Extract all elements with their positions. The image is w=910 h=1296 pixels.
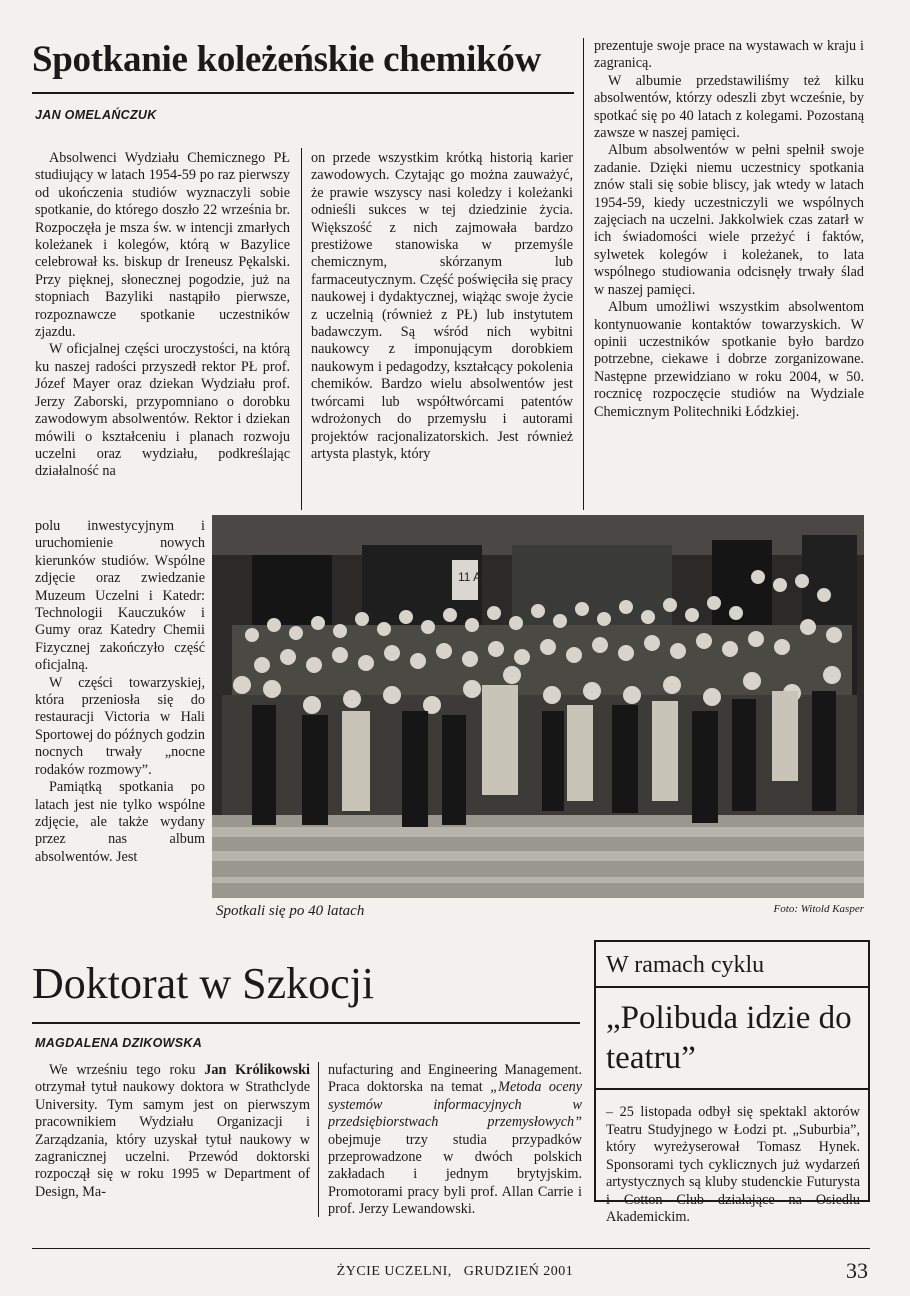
article3-bullet: – [606, 1105, 613, 1120]
article2-title-rule [32, 1022, 580, 1024]
article3-title: „Polibuda idzie do teatru” [606, 1000, 852, 1076]
article1-col1-paragraph: W części towarzyskiej, która przeniosła się do restauracji Victoria w Hali Sportowej do późnych godzin nocnych trwały „nocne rodaków rozmowy”. [35, 674, 205, 778]
page-number: 33 [846, 1258, 868, 1283]
article1-col1-paragraph: polu inwestycyjnym i uruchomienie nowych kierunków studiów. Wspólne zdjęcie oraz zwiedzanie Muzeum Uczelni i Katedr: Technologii Kauczuków i Gumy oraz Katedry Chemii Fizycznej zakończyło część oficjalną. [35, 518, 205, 674]
group-photo [212, 515, 864, 898]
article1-column-3 [594, 38, 864, 510]
article1-col3-paragraph: Album umożliwi wszystkim absolwentom kontynuowanie kontaktów towarzyskich. W opinii uczestników spotkanie było bardzo potrzebne, ciekawe i dobrze zorganizowane. Następne przewidziano w roku 2004, w 50. rocznicę rozpoczęcie studiów na Wydziale Chemicznym Politechniki Łódzkiej. [594, 299, 864, 420]
article2-column-1 [35, 1062, 310, 1222]
article2-author: MAGDALENA DZIKOWSKA [35, 1036, 203, 1050]
article1-author: JAN OMELAŃCZUK [35, 108, 157, 122]
article2-column-2 [328, 1062, 582, 1222]
door-number-label: 11 A [458, 570, 482, 584]
article1-col1-paragraph: Absolwenci Wydziału Chemicznego PŁ studiujący w latach 1954-59 po raz pierwszy od ukończenia studiów wyznaczyli sobie spotkanie, do którego doszło 22 września br. Rozpoczęła je msza św. w intencji zmarłych koleżanek i kolegów, którą w Bazylice celebrował ks. biskup dr Ireneusz Pękalski. Przy pięknej, słonecznej pogodzie, już na stopniach Bazyliki nastąpiło pierwsze, rozpoznawcze spotkanie uczestników zjazdu. [35, 150, 290, 341]
photo-credit: Foto: Witold Kasper [773, 903, 864, 915]
column-separator [301, 148, 302, 510]
column-separator [583, 38, 584, 510]
article1-title: Spotkanie koleżeńskie chemików [32, 39, 542, 80]
article1-column-1 [35, 150, 290, 518]
article1-column-2 [311, 150, 573, 510]
article1-col1-paragraph: W oficjalnej części uroczystości, na którą ku naszej radości przyszedł rektor PŁ prof. Józef Mayer oraz dziekan Wydziału prof. Jerzy Zaborski, przypomniano o dorobku zawodowym absolwentów. Rektor i dziekan mówili o kształceniu i planach rozwoju uczelni oraz wydziału, podkreślając działalność na [35, 341, 290, 480]
footer-rule [32, 1248, 870, 1249]
group-photo-graphic [212, 515, 864, 898]
article2-person-name: Jan Królikowski [204, 1062, 310, 1078]
article1-col3-paragraph: prezentuje swoje prace na wystawach w kraju i zagranicą. [594, 38, 864, 72]
article2-col2-text: nufacturing and Engineering Management. Praca doktorska na temat [328, 1062, 582, 1096]
article1-column-1-narrow [35, 518, 205, 918]
footer-publication: ŻYCIE UCZELNI, GRUDZIEŃ 2001 [336, 1264, 574, 1279]
article1-col3-paragraph: W albumie przedstawiliśmy też kilku absolwentów, którzy odeszli zbyt wcześnie, by spotkać się po 40 latach z kolegami. Pozostaną zawsze w naszej pamięci. [594, 72, 864, 142]
column-separator [318, 1062, 319, 1217]
article3-kicker: W ramach cyklu [606, 952, 765, 978]
article3-box [594, 940, 870, 1225]
article1-col1-paragraph: Pamiątką spotkania po latach jest nie tylko wspólne zdjęcie, ale także wydany przez nas album absolwentów. Jest [35, 779, 205, 865]
article3-text [596, 1090, 868, 1227]
article2-col1-text: otrzymał tytuł naukowy doktora w Strathclyde University. Tym samym jest on pierwszym pracownikiem Wydziału Organizacji i Zarządzania, który uzyskał tytuł naukowy w zagranicznej uczelni. Przewód doktorski rozpoczął się w roku 1995 w Department of Design, Ma- [35, 1079, 310, 1200]
article2-title: Doktorat w Szkocji [32, 959, 375, 1008]
article2-thesis-title: „Metoda oceny systemów informacyjnych w przedsiębiorstwach przemysłowych” [328, 1079, 582, 1131]
article1-col3-paragraph: Album absolwentów w pełni spełnił swoje zadanie. Dzięki niemu uczestnicy spotkania znów stali się sobie bliscy, jak wtedy w latach 1954-59, kiedy uczestniczyli we wspólnych zajęciach na uczelni. Jakkolwiek czas zatarł w ich świadomości wiele przeżyć i faktów, sylwetek kolegów i koleżanek, to lata wspólnego studiowania odcisnęły trwały ślad w naszej pamięci. [594, 142, 864, 298]
article3-body: 25 listopada odbył się spektakl aktorów Teatru Studyjnego w Łodzi pt. „Suburbia”, który wyreżyserował Tomasz Hynek. Sponsorami tych cyklicznych już wydarzeń artystycznych są kluby studenckie Futurysta i Cotton Club działające na Osiedlu Akademickim. [606, 1104, 860, 1225]
photo-caption: Spotkali się po 40 latach [216, 903, 365, 919]
article1-col2-paragraph: on przede wszystkim krótką historią karier zawodowych. Czytając go można zauważyć, że prawie wszyscy nasi koledzy i koleżanki odnieśli sukces w tej dziedzinie życia. Większość z nich zajmowała bardzo prestiżowe stanowiska w przemyśle chemicznym, skórzanym lub farmaceutycznym. Część poświęciła się pracy naukowej i dydaktycznej, wiążąc swoje życie z uczelnią (również z PŁ) lub instytutem badawczym. Są wśród nich wybitni naukowcy z imponującym dorobkiem naukowym i pedagodzy, kształcący pokolenia chemików. Bardzo wielu absolwentów jest twórcami lub współtwórcami patentów wdrożonych do przemysłu i autorami projektów racjonalizatorskich. Jest również artysta plastyk, który [311, 150, 573, 462]
article2-col1-text: We wrześniu tego roku [49, 1062, 196, 1078]
article1-title-rule [32, 92, 574, 94]
article2-col2-text: obejmuje trzy studia przypadków przeprowadzone w dwóch polskich zakładach i jednym brytyjskim. Promotorami pracy byli prof. Allan Carrie i prof. Jerzy Lewandowski. [328, 1131, 582, 1218]
